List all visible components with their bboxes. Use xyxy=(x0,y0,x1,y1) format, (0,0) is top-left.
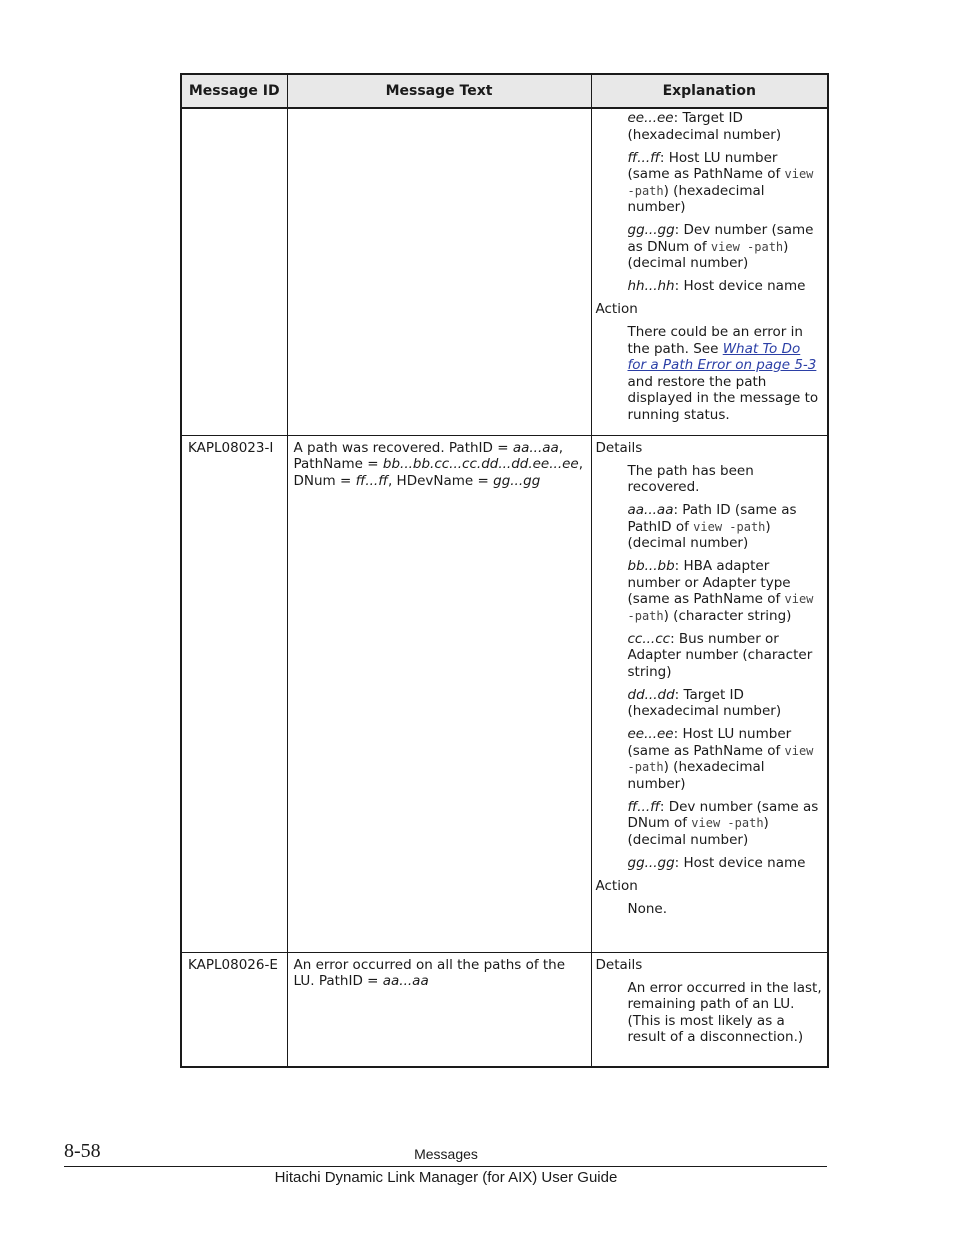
param-hh xyxy=(628,278,824,295)
param-cc xyxy=(628,631,824,681)
param-ee xyxy=(628,726,824,792)
message-id-cell: KAPL08023-I xyxy=(181,435,287,952)
action-label: Action xyxy=(595,301,638,317)
command-code: view -path xyxy=(627,743,814,774)
param-var: cc...cc xyxy=(627,630,671,647)
param-desc: : Dev number (same as DNum of xyxy=(627,222,814,255)
action-text-part: and restore the path displayed in the message to running status. xyxy=(627,373,819,423)
explanation-cell xyxy=(591,952,828,1067)
param-var: aa...aa xyxy=(627,502,674,518)
message-id-cell: KAPL08026-E xyxy=(181,952,287,1067)
command-code: view -path xyxy=(693,519,766,534)
action-text-part: There could be an error in the path. See xyxy=(627,324,803,357)
param-desc: : Target ID (hexadecimal number) xyxy=(627,686,782,719)
param-desc: ) (hexadecimal number) xyxy=(627,759,765,792)
footer-divider xyxy=(64,1166,827,1167)
message-text-cell xyxy=(287,108,591,435)
param-var: bb...bb xyxy=(627,558,675,574)
table-row xyxy=(181,435,828,952)
action-text: None. xyxy=(627,900,668,917)
param-desc: : Bus number or Adapter number (character string) xyxy=(627,630,813,680)
param-bb xyxy=(628,558,824,624)
header-message-text: Message Text xyxy=(287,74,591,108)
action-label: Action xyxy=(595,877,638,894)
param-ee xyxy=(628,110,824,143)
page-number: 8-58 xyxy=(64,1140,101,1162)
details-label: Details xyxy=(595,439,643,456)
command-code: view -path xyxy=(691,816,764,830)
param-ff xyxy=(628,799,824,849)
param-desc: ) (hexadecimal number) xyxy=(627,182,765,215)
footer-section-name: Messages xyxy=(414,1146,478,1162)
param-desc: ) (character string) xyxy=(663,607,792,624)
param-ff xyxy=(628,150,824,216)
param-desc: : Host device name xyxy=(674,854,806,871)
details-text: An error occurred in the last, remaining path of an LU. (This is most likely as a result of a disconnection.) xyxy=(627,979,822,1045)
message-text-cell: An error occurred on all the paths of the LU. PathID = aa...aa xyxy=(287,952,591,1067)
param-desc: : Host LU number (same as PathName of xyxy=(627,726,792,759)
param-desc: ) (decimal number) xyxy=(627,815,769,848)
param-desc: ) (decimal number) xyxy=(627,518,771,551)
header-explanation: Explanation xyxy=(591,74,828,108)
command-code: view -path xyxy=(710,239,784,254)
param-dd xyxy=(628,687,824,720)
path-error-link[interactable]: What To Do for a Path Error on page 5-3 xyxy=(627,340,817,373)
param-var: ee...ee xyxy=(627,726,674,742)
param-var: ff...ff xyxy=(627,798,660,815)
message-text-cell: A path was recovered. PathID = aa...aa, PathName = bb...bb.cc...cc.dd...dd.ee...ee, DNum = ff...ff, HDevName = gg...gg xyxy=(287,435,591,952)
param-desc: : Host LU number (same as PathName of xyxy=(627,149,785,182)
param-var: gg...gg xyxy=(627,854,675,871)
action-text xyxy=(628,324,824,423)
command-code: view -path xyxy=(627,592,814,623)
param-aa xyxy=(628,502,824,552)
messages-table xyxy=(180,73,829,1068)
param-var: gg...gg xyxy=(627,222,675,238)
header-message-id: Message ID xyxy=(181,74,287,108)
param-gg xyxy=(628,855,824,872)
details-label: Details xyxy=(595,956,643,973)
param-var: ee...ee xyxy=(627,110,674,126)
param-var: ff...ff xyxy=(627,149,660,166)
param-desc: : Path ID (same as PathID of xyxy=(627,502,797,535)
param-desc: : HBA adapter number or Adapter type (same as PathName of xyxy=(627,558,791,607)
param-gg xyxy=(628,222,824,272)
param-desc: : Target ID (hexadecimal number) xyxy=(627,110,782,143)
message-id-cell xyxy=(181,108,287,435)
footer-book-title: Hitachi Dynamic Link Manager (for AIX) User Guide xyxy=(274,1169,618,1186)
param-desc: ) (decimal number) xyxy=(627,238,789,271)
table-header-row xyxy=(181,74,828,108)
explanation-cell xyxy=(591,435,828,952)
details-text: The path has been recovered. xyxy=(627,462,754,495)
param-var: dd...dd xyxy=(627,686,675,703)
param-desc: : Host device name xyxy=(674,278,806,294)
explanation-cell xyxy=(591,108,828,435)
command-code: view -path xyxy=(627,167,814,198)
table-row xyxy=(181,108,828,435)
table-row xyxy=(181,952,828,1067)
param-var: hh...hh xyxy=(627,278,675,294)
param-desc: : Dev number (same as DNum of xyxy=(627,798,819,831)
